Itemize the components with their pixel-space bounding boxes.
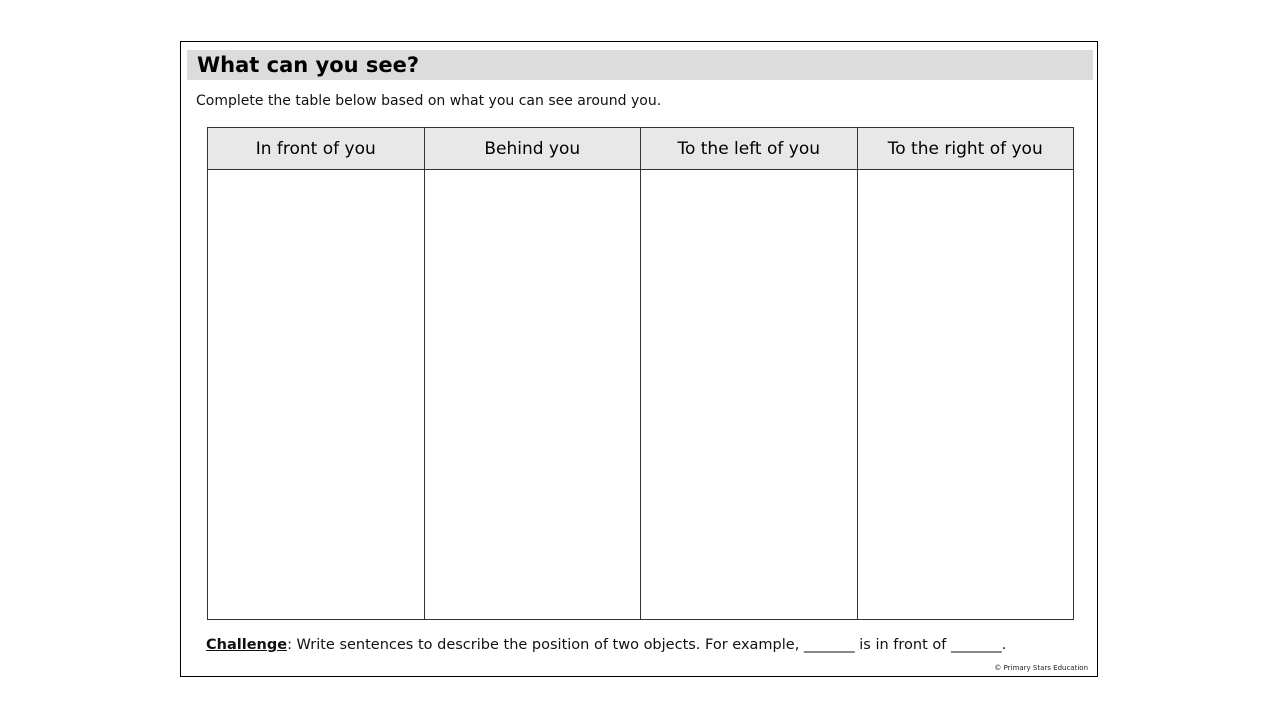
answer-cell-right[interactable] [858,170,1074,619]
column-left [641,128,858,619]
instruction-text: Complete the table below based on what you can see around you. [196,93,662,109]
title-bar [187,50,1093,80]
column-in-front [208,128,425,619]
column-header-left: To the left of you [641,128,857,170]
answer-cell-in-front[interactable] [208,170,424,619]
column-header-right: To the right of you [858,128,1074,170]
answer-cell-left[interactable] [641,170,857,619]
column-behind [425,128,642,619]
worksheet [180,41,1098,677]
challenge-text [206,636,1006,654]
worksheet-title: What can you see? [197,53,420,77]
observation-table [207,127,1074,620]
column-header-behind: Behind you [425,128,641,170]
column-header-in-front: In front of you [208,128,424,170]
challenge-body: : Write sentences to describe the position of two objects. For example, _______ is in front of _______. [287,637,1007,653]
challenge-label: Challenge [206,637,288,653]
column-right [858,128,1074,619]
answer-cell-behind[interactable] [425,170,641,619]
copyright-notice: © Primary Stars Education [994,664,1088,672]
